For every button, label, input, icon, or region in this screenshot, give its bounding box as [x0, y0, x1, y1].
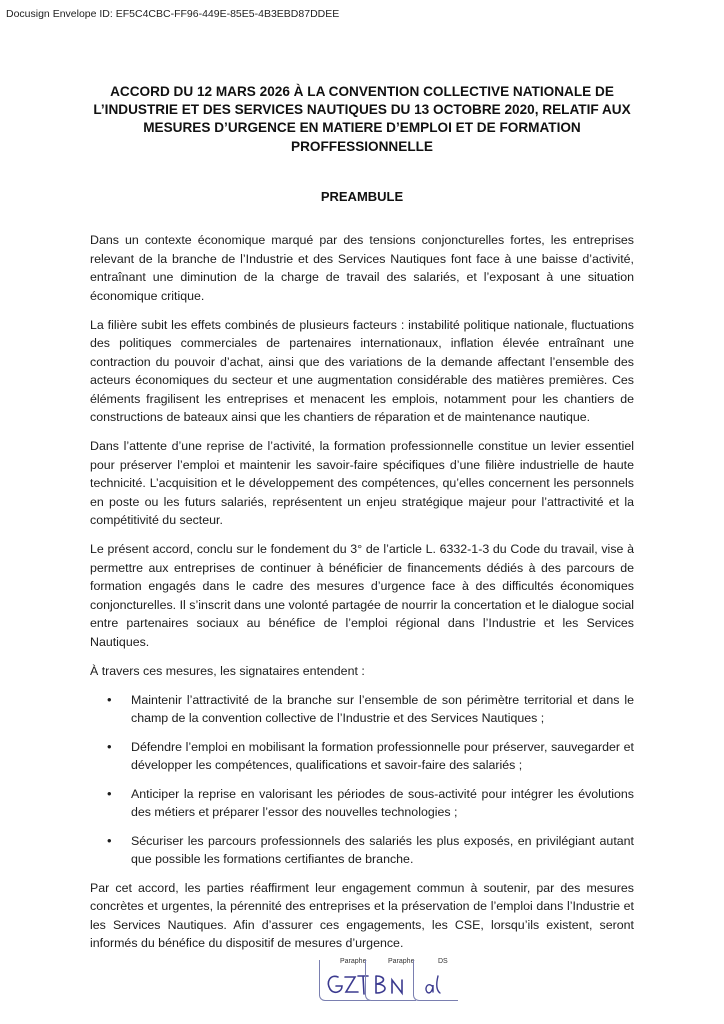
- title-line-4: PROFFESSIONNELLE: [291, 138, 433, 154]
- initial-stamp-2: [365, 960, 416, 1001]
- list-item-text: Défendre l’emploi en mobilisant la formation professionnelle pour préserver, sauvegarder et développer les compétences, qualifications et savoir-faire des salariés ;: [131, 739, 634, 772]
- initial-stamp-1: [319, 960, 370, 1001]
- list-item: [90, 691, 634, 728]
- list-item-text: Anticiper la reprise en valorisant les périodes de sous-activité pour intégrer les évolutions des métiers et préparer l’essor des nouvelles technologies ;: [131, 786, 634, 819]
- title-line-3: MESURES D’URGENCE EN MATIERE D’EMPLOI ET DE FORMATION: [143, 120, 581, 136]
- title-line-1: ACCORD DU 12 MARS 2026 À LA CONVENTION COLLECTIVE NATIONALE DE: [110, 84, 614, 99]
- stamp-label: Paraphe: [340, 958, 367, 965]
- paragraph-closing: Par cet accord, les parties réaffirment leur engagement commun à soutenir, par des mesures concrètes et urgentes, la pérennité des entreprises et la préservation de l’emploi dans l’Industrie et les Services Nautiques. Afin d’assurer ces engagements, les CSE, lorsqu’ils existent, seront informés du bénéfice du dispositif de mesures d’urgence.: [90, 880, 634, 950]
- preamble-heading: PREAMBULE: [320, 189, 404, 204]
- initial-stamp-3: [413, 960, 458, 1001]
- initials-block: [319, 960, 459, 1008]
- bullet-icon: •: [107, 691, 112, 707]
- paragraph-legal-basis: Le présent accord, conclu sur le fondement du 3° de l’article L. 6332-1-3 du Code du travail, vise à permettre aux entreprises de continuer à bénéficier de financements dédiés à des parcours de formation engagés dans le cadre des mesures d’urgence face à des difficultés économiques conjoncturelles. Il s’inscrit dans une volonté partagée de nourrir la concertation et le dialogue social entre partenaires sociaux au bénéfice de l’emploi régional dans l’Industrie et les Services Nautiques.: [90, 542, 634, 649]
- bullet-icon: •: [107, 832, 112, 848]
- list-item: [90, 785, 634, 822]
- stamp-label: DS: [438, 958, 448, 965]
- handwritten-initials-3: [418, 968, 458, 998]
- document-title: [90, 83, 634, 156]
- bullet-icon: •: [107, 785, 112, 801]
- bullet-icon: •: [107, 738, 112, 754]
- docusign-envelope-id: Docusign Envelope ID: EF5C4CBC-FF96-449E-85E5-4B3EBD87DDEE: [6, 8, 340, 20]
- title-line-2: L’INDUSTRIE ET DES SERVICES NAUTIQUES DU 13 OCTOBRE 2020, RELATIF AUX: [93, 102, 631, 118]
- stamp-label: Paraphe: [388, 958, 415, 965]
- handwritten-initials-2: [370, 968, 416, 998]
- document-body: [90, 231, 634, 963]
- list-item-text: Maintenir l’attractivité de la branche sur l’ensemble de son périmètre territorial et dans le champ de la convention collective de l’Industrie et des Services Nautiques ;: [131, 692, 634, 725]
- paragraph-training: Dans l’attente d’une reprise de l’activité, la formation professionnelle constitue un levier essentiel pour préserver l’emploi et maintenir les savoir-faire spécifiques d’une filière industrielle de haute technicité. L’acquisition et le développement des compétences, qu’elles concernent les personnels en poste ou les futurs salariés, représentent un enjeu stratégique majeur pour l’attractivité et la compétitivité du secteur.: [90, 439, 634, 527]
- paragraph-signatories-intro: À travers ces mesures, les signataires entendent :: [90, 663, 365, 678]
- handwritten-initials-1: [324, 968, 370, 998]
- paragraph-factors: La filière subit les effets combinés de plusieurs facteurs : instabilité politique nationale, fluctuations des politiques commerciales de partenaires internationaux, inflation élevée entraînant une contraction du pouvoir d’achat, ainsi que des variations de la demande affectant l’ensemble des acteurs économiques du secteur et une augmentation considérable des matières premières. Ces éléments fragilisent les entreprises et menacent les emplois, notamment pour les chantiers de constructions de bateaux ainsi que les chantiers de réparation et de maintenance nautique.: [90, 317, 634, 424]
- list-item: [90, 832, 634, 869]
- list-item: [90, 738, 634, 775]
- list-item-text: Sécuriser les parcours professionnels des salariés les plus exposés, en privilégiant autant que possible les formations certifiantes de branche.: [131, 833, 634, 866]
- objectives-list: [90, 691, 634, 869]
- paragraph-context: Dans un contexte économique marqué par des tensions conjoncturelles fortes, les entreprises relevant de la branche de l’Industrie et des Services Nautiques font face à une baisse d’activité, entraînant une diminution de la charge de travail des salariés, et l’exposant à une situation économique critique.: [90, 233, 634, 303]
